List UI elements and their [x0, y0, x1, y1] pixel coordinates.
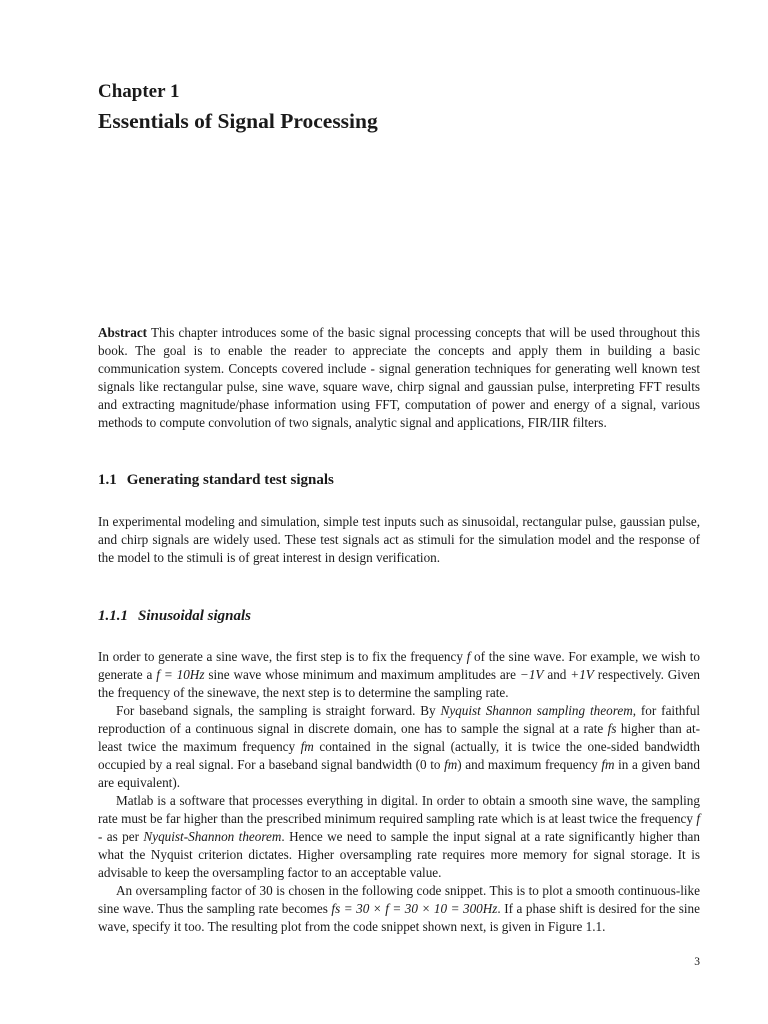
- section-1-1-paragraph: In experimental modeling and simulation, simple test inputs such as sinusoidal, rectangular pulse, gaussian pulse, and chirp signals are widely used. These test signals act as stimuli for the simulation model and the response of the model to the stimuli is of great interest in design verification.: [98, 514, 700, 565]
- math-fm: fm: [601, 757, 615, 772]
- math-fm: fm: [444, 757, 458, 772]
- text-run: . Hence we need to sample the input signal at a rate significantly higher than what the Nyquist criterion dictates. Higher oversampling rate requires more memory for signal storage. It is advisable to keep the oversampling factor to an acceptable value.: [98, 829, 700, 880]
- paragraph-4: [98, 882, 700, 936]
- section-title: Generating standard test signals: [126, 472, 334, 488]
- text-run: An oversampling factor of 30 is chosen in the following code snippet. This is to plot a smooth continuous-like sine wave. Thus the sampling rate becomes: [98, 883, 700, 916]
- text-run: sine wave whose minimum and maximum amplitudes are: [204, 667, 520, 682]
- text-run: and: [543, 667, 571, 682]
- page-number: 3: [694, 956, 700, 968]
- chapter-label: Chapter 1: [98, 81, 180, 102]
- book-page: [98, 0, 700, 1024]
- text-run: For baseband signals, the sampling is straight forward. By: [116, 703, 441, 718]
- math-max-amplitude: +1V: [570, 667, 594, 682]
- text-run: . If a phase shift is desired for the sine wave, specify it too. The resulting plot from the code snippet shown next, is given in Figure 1.1.: [98, 901, 700, 934]
- section-number: 1.1: [98, 472, 117, 488]
- abstract-label: Abstract: [98, 325, 148, 340]
- theorem-name: Nyquist Shannon sampling theorem: [440, 703, 633, 718]
- text-run: - as per: [98, 829, 144, 844]
- text-run: respectively. Given the frequency of the sinewave, the next step is to determine the sampling rate.: [98, 667, 700, 700]
- paragraph-3: [98, 792, 700, 882]
- paragraph-1: [98, 648, 700, 702]
- math-fm: fm: [300, 739, 314, 754]
- text-run: ) and maximum frequency: [457, 757, 602, 772]
- abstract-paragraph: [98, 324, 700, 432]
- math-sampling-rate-equation: fs = 30 × f = 30 × 10 = 300Hz: [331, 901, 498, 916]
- subsection-number: 1.1.1: [98, 608, 128, 624]
- abstract-text: This chapter introduces some of the basic signal processing concepts that will be used throughout this book. The goal is to enable the reader to appreciate the concepts and apply them in building a basic communication system. Concepts covered include - signal generation techniques for generating well known test signals like rectangular pulse, sine wave, square wave, chirp signal and gaussian pulse, interpreting FFT results and extracting magnitude/phase information using FFT, computation of power and energy of a signal, various methods to compute convolution of two signals, analytic signal and applications, FIR/IIR filters.: [98, 325, 700, 430]
- subsection-heading-1-1-1: [98, 606, 251, 626]
- math-min-amplitude: −1V: [519, 667, 544, 682]
- text-run: of the sine wave. For example, we wish to generate a: [98, 649, 700, 682]
- paragraph-2: [98, 702, 700, 792]
- section-heading-1-1: [98, 470, 334, 490]
- text-run: , for faithful reproduction of a continuous signal in discrete domain, one has to sample the signal at a rate: [98, 703, 700, 736]
- text-run: Matlab is a software that processes everything in digital. In order to obtain a smooth sine wave, the sampling rate must be far higher than the prescribed minimum required sampling rate which is at least twice the frequency: [98, 793, 700, 826]
- text-run: in a given band are equivalent).: [98, 757, 700, 790]
- math-fs: fs: [607, 721, 617, 736]
- math-f: f: [696, 811, 700, 826]
- math-frequency-equation: f = 10Hz: [156, 667, 205, 682]
- text-run: higher than at-least twice the maximum frequency: [98, 721, 701, 754]
- theorem-name: Nyquist-Shannon theorem: [143, 829, 282, 844]
- subsection-body: [98, 648, 700, 936]
- math-f: f: [466, 649, 471, 664]
- text-run: contained in the signal (actually, it is twice the one-sided bandwidth occupied by a real signal. For a baseband signal bandwidth (0 to: [98, 739, 701, 772]
- chapter-title: Essentials of Signal Processing: [98, 109, 378, 133]
- subsection-title: Sinusoidal signals: [138, 608, 251, 624]
- text-run: In order to generate a sine wave, the first step is to fix the frequency: [98, 649, 467, 664]
